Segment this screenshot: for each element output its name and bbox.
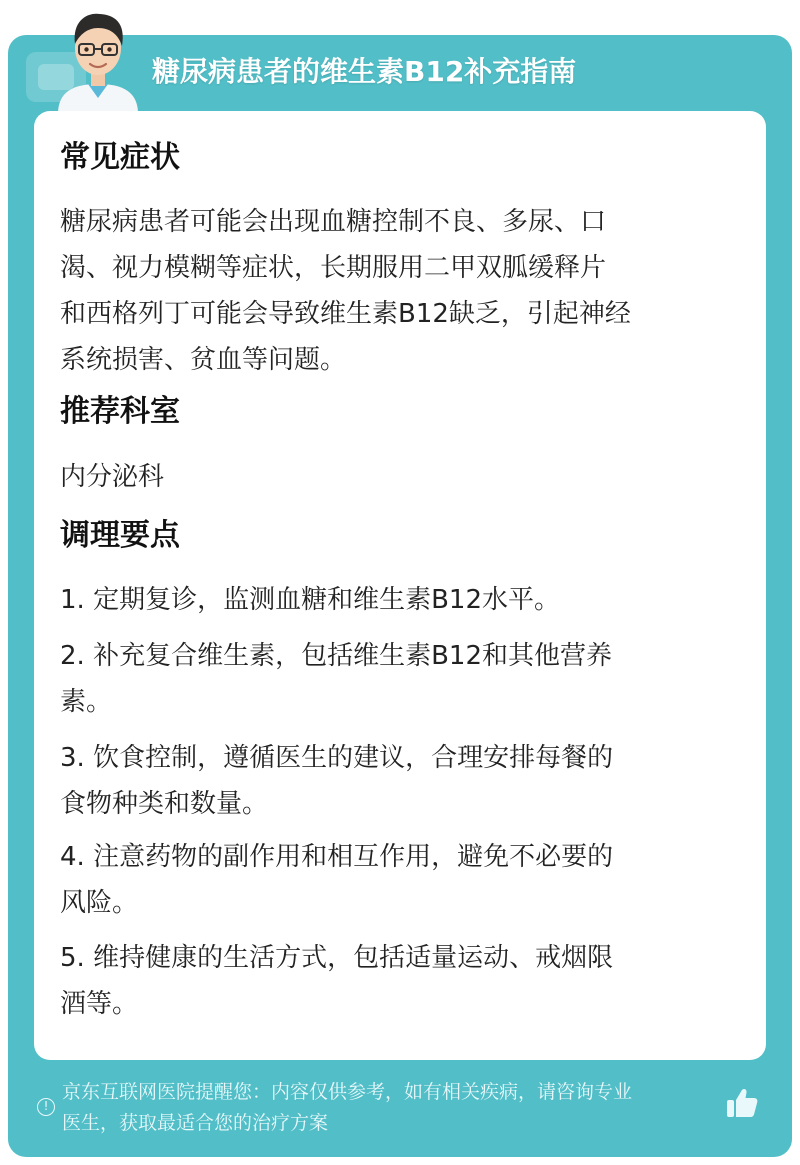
care-item-line: 2. 补充复合维生素，包括维生素B12和其他营养 [60, 641, 612, 671]
symptoms-heading: 常见症状 [60, 140, 180, 175]
footer-line: 京东互联网医院提醒您：内容仅供参考，如有相关疾病，请咨询专业 [62, 1081, 633, 1103]
care-item-3 [60, 735, 750, 827]
symptoms-line: 和西格列丁可能会导致维生素B12缺乏，引起神经 [60, 299, 631, 329]
care-item-line: 风险。 [60, 888, 139, 918]
thumbs-up-icon[interactable] [724, 1085, 760, 1121]
care-item-line: 5. 维持健康的生活方式，包括适量运动、戒烟限 [60, 943, 614, 973]
care-item-line: 素。 [60, 687, 113, 717]
doctor-avatar [48, 6, 148, 114]
symptoms-line: 渴、视力模糊等症状，长期服用二甲双胍缓释片 [60, 253, 607, 283]
symptoms-text [60, 199, 750, 383]
page-title: 糖尿病患者的维生素B12补充指南 [152, 55, 577, 88]
symptoms-line: 糖尿病患者可能会出现血糖控制不良、多尿、口 [60, 207, 607, 237]
care-item-line: 1. 定期复诊，监测血糖和维生素B12水平。 [60, 585, 560, 615]
care-item-4 [60, 834, 750, 926]
department-heading: 推荐科室 [60, 394, 180, 429]
care-item-line: 酒等。 [60, 989, 139, 1019]
content-panel [34, 111, 766, 1060]
info-icon: ! [37, 1098, 55, 1116]
care-item-line: 食物种类和数量。 [60, 789, 269, 819]
care-heading: 调理要点 [60, 518, 180, 553]
care-item-line: 3. 饮食控制，遵循医生的建议，合理安排每餐的 [60, 743, 614, 773]
department-text: 内分泌科 [60, 462, 165, 492]
care-item-5 [60, 935, 750, 1027]
care-item-line: 4. 注意药物的副作用和相互作用，避免不必要的 [60, 842, 614, 872]
footer-disclaimer [62, 1077, 730, 1139]
symptoms-line: 系统损害、贫血等问题。 [60, 345, 347, 375]
footer-line: 医生，获取最适合您的治疗方案 [62, 1112, 329, 1134]
care-item-1 [60, 577, 750, 623]
care-item-2 [60, 633, 750, 725]
